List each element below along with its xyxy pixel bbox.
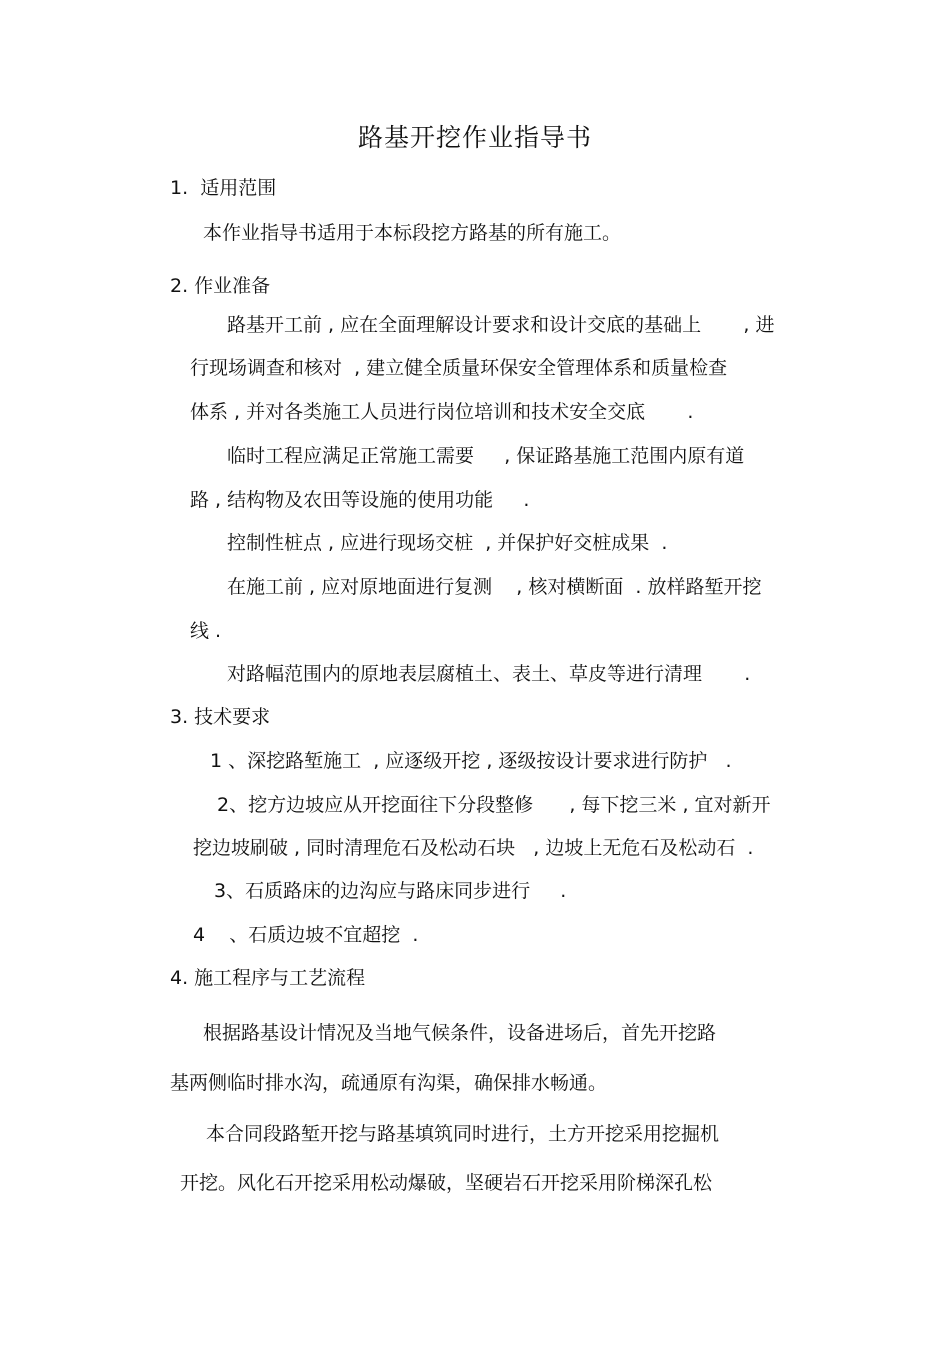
section-2-line-7: 在施工前 , 应对原地面进行复测 , 核对横断面 . 放样路堑开挖 xyxy=(227,576,762,598)
document-title: 路基开挖作业指导书 xyxy=(357,123,592,152)
section-3-line-3: 挖边坡刷破 , 同时清理危石及松动石块 , 边坡上无危石及松动石 . xyxy=(193,837,754,859)
section-3-heading: 3. 技术要求 xyxy=(170,706,271,728)
section-4-line-3: 本合同段路堑开挖与路基填筑同时进行，土方开挖采用挖掘机 xyxy=(206,1123,720,1145)
section-1-heading: 1. 适用范围 xyxy=(170,177,277,199)
section-4-line-4: 开挖。风化石开挖采用松动爆破，坚硬岩石开挖采用阶梯深孔松 xyxy=(180,1172,713,1194)
section-2-line-9: 对路幅范围内的原地表层腐植土、表土、草皮等进行清理 . xyxy=(227,663,751,685)
section-2-line-3: 体系 , 并对各类施工人员进行岗位培训和技术安全交底 . xyxy=(190,401,694,423)
section-3-line-2: 2、挖方边坡应从开挖面往下分段整修 , 每下挖三米 , 宜对新开 xyxy=(217,794,771,816)
section-2-line-5: 路 , 结构物及农田等设施的使用功能 . xyxy=(190,489,530,511)
section-4-line-1: 根据路基设计情况及当地气候条件，设备进场后，首先开挖路 xyxy=(203,1022,717,1044)
section-2-line-4: 临时工程应满足正常施工需要 , 保证路基施工范围内原有道 xyxy=(227,445,745,467)
section-2-line-1: 路基开工前 , 应在全面理解设计要求和设计交底的基础上 , 进 xyxy=(227,314,775,336)
section-3-line-5: 4 、石质边坡不宜超挖 . xyxy=(193,924,419,946)
section-2-line-2: 行现场调查和核对 , 建立健全质量环保安全管理体系和质量检查 xyxy=(190,357,728,379)
section-4-line-2: 基两侧临时排水沟，疏通原有沟渠，确保排水畅通。 xyxy=(170,1072,608,1094)
section-3-line-4: 3、石质路床的边沟应与路床同步进行 . xyxy=(214,880,567,902)
section-2-heading: 2. 作业准备 xyxy=(170,275,271,297)
section-2-line-8: 线 . xyxy=(190,620,222,642)
section-1-line-1: 本作业指导书适用于本标段挖方路基的所有施工。 xyxy=(203,222,622,244)
section-2-line-6: 控制性桩点 , 应进行现场交桩 , 并保护好交桩成果 . xyxy=(227,532,668,554)
section-3-line-1: 1 、深挖路堑施工 , 应逐级开挖 , 逐级按设计要求进行防护 . xyxy=(210,750,732,772)
section-4-heading: 4. 施工程序与工艺流程 xyxy=(170,967,366,989)
